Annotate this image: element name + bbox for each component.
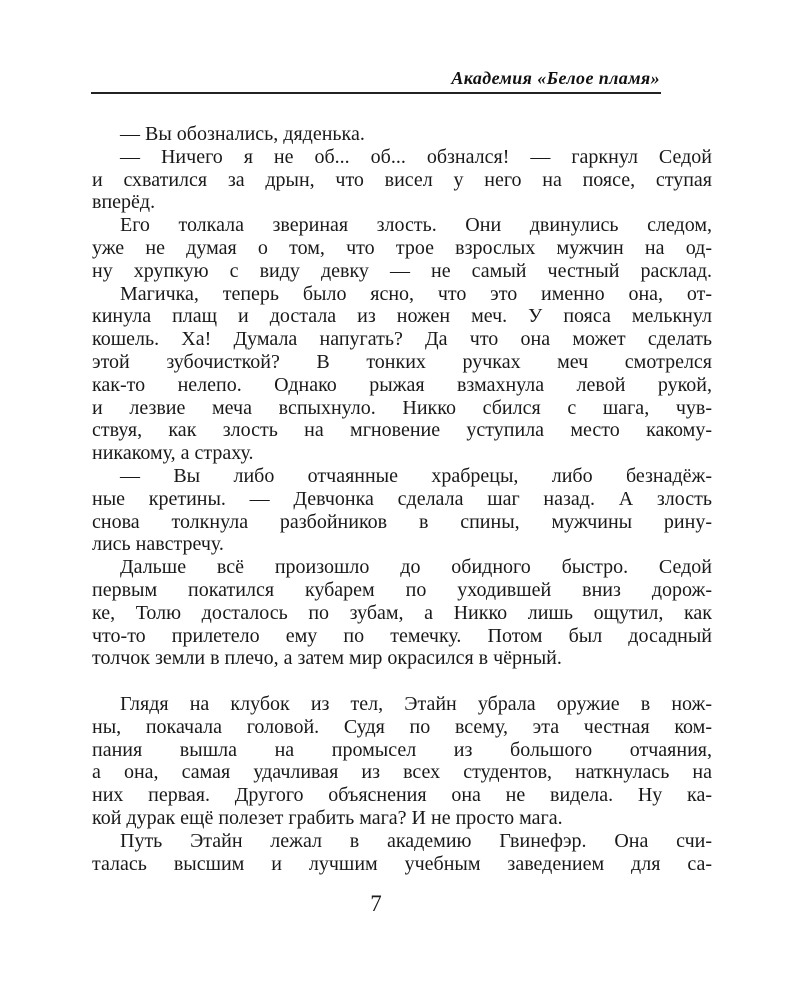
text-line: них первая. Другого объяснения она не видела. Ну ка- (92, 784, 712, 807)
text-line: снова толкнула разбойников в спины, мужчины рину- (92, 510, 712, 533)
text-line: Его толкала звериная злость. Они двинулись следом, (120, 214, 712, 237)
text-line: как-то нелепо. Однако рыжая взмахнула левой рукой, (92, 373, 712, 396)
text-line: толчок земли в плечо, а затем мир окрасился в чёрный. (92, 647, 562, 670)
text-line: ствуя, как злость на мгновение уступила место какому- (92, 419, 712, 442)
text-line: а она, самая удачливая из всех студентов, наткнулась на (92, 761, 712, 784)
text-line: и схватился за дрын, что висел у него на поясе, ступая (92, 168, 712, 191)
section-break (92, 670, 712, 693)
text-line: вперёд. (92, 191, 156, 214)
text-line: Путь Этайн лежал в академию Гвинефэр. Она счи- (120, 829, 712, 852)
text-line: кошель. Ха! Думала напугать? Да что она может сделать (92, 328, 712, 351)
text-line: никакому, а страху. (92, 442, 254, 465)
text-line: что-то прилетело ему по темечку. Потом был досадный (92, 624, 712, 647)
text-line: ну хрупкую с виду девку — не самый честный расклад. (92, 259, 712, 282)
page-number: 7 (370, 891, 382, 916)
text-line: уже не думая о том, что трое взрослых мужчин на од- (92, 236, 712, 259)
text-line: ные кретины. — Девчонка сделала шаг назад. А злость (92, 487, 712, 510)
running-header-title: Академия «Белое пламя» (451, 68, 660, 88)
text-line: ны, покачала головой. Судя по всему, эта честная ком- (92, 715, 712, 738)
text-line: кой дурак ещё полезет грабить мага? И не просто мага. (92, 806, 563, 829)
text-line: — Ничего я не об... об... обзнался! — гаркнул Седой (120, 145, 712, 168)
text-line: и лезвие меча вспыхнуло. Никко сбился с шага, чув- (92, 396, 712, 419)
text-line: первым покатился кубарем по уходившей вниз дорож- (92, 578, 712, 601)
text-line: ке, Толю досталось по зубам, а Никко лишь ощутил, как (92, 601, 712, 624)
text-line: Дальше всё произошло до обидного быстро. Седой (120, 556, 712, 579)
text-line: Магичка, теперь было ясно, что это именно она, от- (120, 282, 712, 305)
body-text-block (92, 123, 712, 875)
text-line: кинула плащ и достала из ножен меч. У пояса мелькнул (92, 305, 712, 328)
text-line: пания вышла на промысел из большого отчаяния, (92, 738, 712, 761)
text-line: — Вы либо отчаянные храбрецы, либо безнадёж- (120, 464, 712, 487)
text-line: этой зубочисткой? В тонких ручках меч смотрелся (92, 350, 712, 373)
text-line: Глядя на клубок из тел, Этайн убрала оружие в нож- (120, 692, 712, 715)
text-line: — Вы обознались, дяденька. (120, 123, 365, 145)
header-rule (91, 92, 661, 94)
text-line: талась высшим и лучшим учебным заведением для са- (92, 852, 712, 875)
text-line: лись навстречу. (92, 533, 224, 556)
